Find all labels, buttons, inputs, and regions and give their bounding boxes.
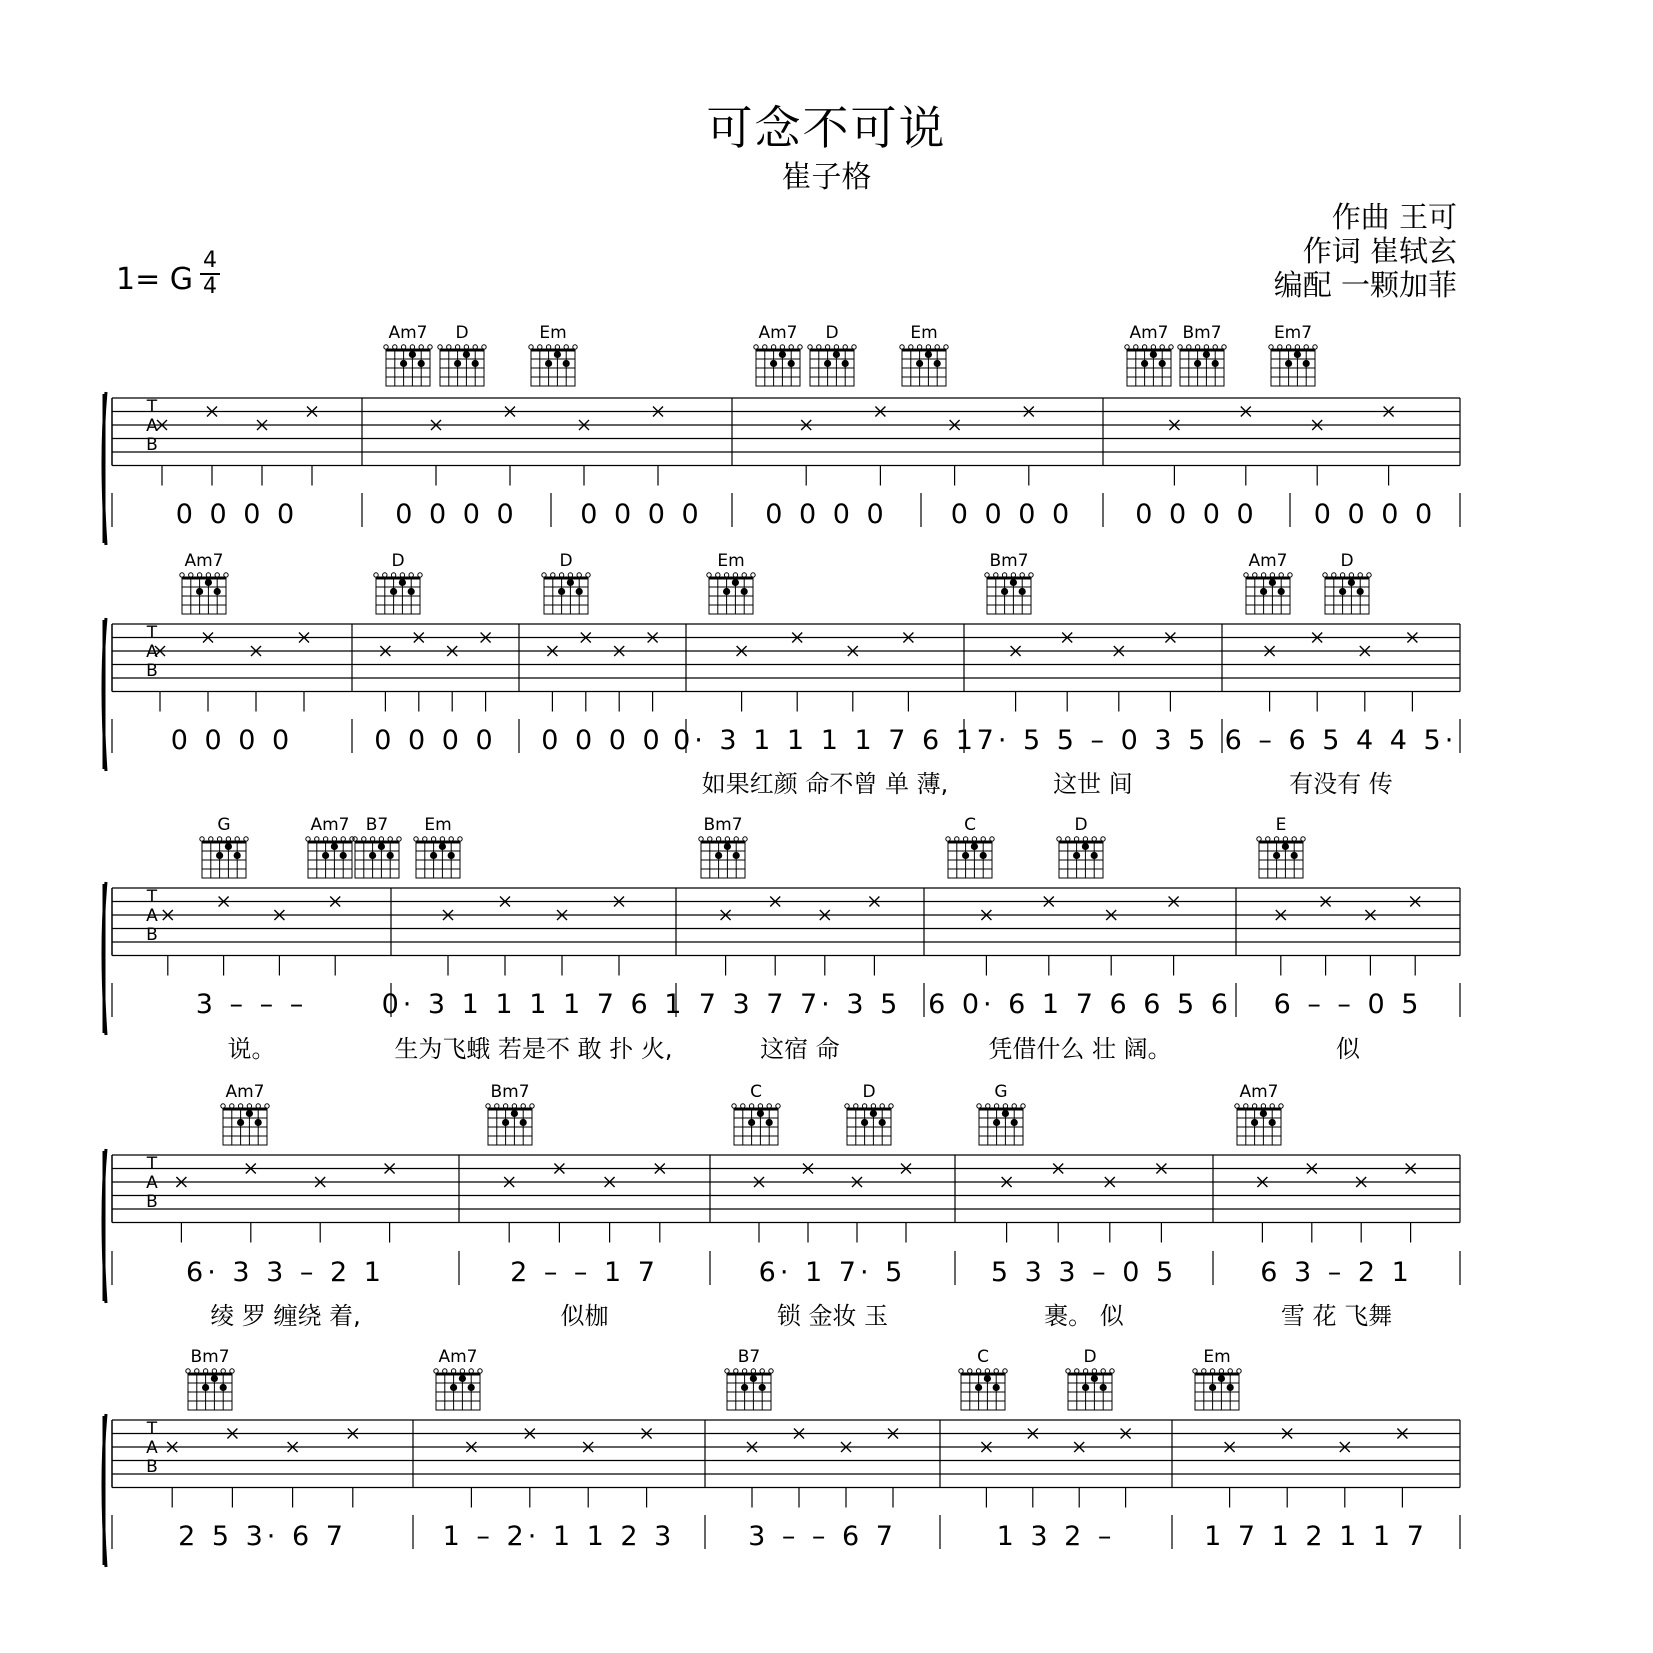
key-signature: 1= G [116, 262, 194, 297]
measure-lyrics: 锁 金妆 玉 [776, 1302, 889, 1330]
measure-notes: 6· 3 3 – 2 1 [186, 1257, 385, 1288]
tab-clef-letter: T [146, 397, 158, 417]
chord-diagram-am7 [754, 323, 802, 386]
chord-diagram-bm7 [985, 551, 1033, 614]
measure-notes: 3 – – 6 7 [748, 1521, 897, 1552]
chord-diagram-em [707, 551, 755, 614]
chord-name: E [1275, 815, 1287, 835]
chord-name: Am7 [1129, 323, 1169, 343]
chord-diagram-c [732, 1082, 780, 1145]
song-title: 可念不可说 [706, 101, 947, 155]
score-system [103, 1347, 1460, 1567]
measure-lyrics: 凭借什么 壮 阔。 [988, 1035, 1172, 1063]
chord-diagram-g [977, 1082, 1025, 1145]
numbered-notation-row [112, 983, 1460, 1063]
chord-name: C [964, 815, 976, 835]
tab-clef-letter: A [146, 416, 158, 436]
measure-notes: 6 – – 0 5 [1273, 989, 1423, 1020]
tab-clef-letter: A [146, 906, 158, 926]
chord-name: D [825, 323, 839, 343]
chord-diagram-em [529, 323, 577, 386]
measure-notes: 6· 1 7· 5 [758, 1257, 907, 1288]
tab-clef-letter: B [146, 1192, 158, 1212]
chord-diagram-g [200, 815, 248, 878]
tab-clef-letter: B [146, 661, 158, 681]
chord-name: D [862, 1082, 876, 1102]
chord-diagram-bm7 [699, 815, 747, 878]
measure-notes: 0 0 0 0 [950, 499, 1074, 530]
measure-notes: 0· 3 1 1 1 1 7 6 1 [381, 989, 686, 1020]
tab-clef-letter: T [146, 623, 158, 643]
tab-clef-letter: T [146, 887, 158, 907]
measure-lyrics: 生为飞蛾 若是不 敢 扑 火, [394, 1035, 673, 1063]
chord-name: Em [717, 551, 745, 571]
chord-name: D [455, 323, 469, 343]
chord-diagram-bm7 [486, 1082, 534, 1145]
chord-diagram-c [959, 1347, 1007, 1410]
chord-name: Em [539, 323, 567, 343]
measure-lyrics: 有没有 传 [1289, 770, 1393, 798]
chord-name: C [977, 1347, 989, 1367]
chord-diagram-bm7 [1178, 323, 1226, 386]
chord-diagram-d [845, 1082, 893, 1145]
measure-lyrics: 似枷 [560, 1302, 609, 1330]
chord-diagram-em [414, 815, 462, 878]
chord-diagram-am7 [384, 323, 432, 386]
measure-lyrics: 如果红颜 命不曾 单 薄, [701, 770, 949, 798]
time-signature: 4 4 [200, 250, 220, 298]
credit-composer: 作曲 王可 [1331, 200, 1457, 234]
tab-clef-letter: B [146, 925, 158, 945]
tab-clef-letter: B [146, 435, 158, 455]
credit-lyricist: 作词 崔轼玄 [1302, 234, 1457, 268]
measure-notes: 0 0 0 0 [1135, 499, 1258, 530]
score-system [103, 551, 1460, 798]
chord-diagram-am7 [434, 1347, 482, 1410]
chord-name: D [391, 551, 405, 571]
chord-diagram-d [438, 323, 486, 386]
chord-diagram-d [542, 551, 590, 614]
tab-staff [112, 1419, 1460, 1508]
measure-lyrics: 裹。 似 [1044, 1302, 1124, 1330]
numbered-notation-row [112, 719, 1460, 798]
numbered-notation-row [112, 1251, 1460, 1330]
chord-name: Am7 [184, 551, 224, 571]
chord-diagram-d [374, 551, 422, 614]
chord-name: Em [424, 815, 452, 835]
measure-lyrics: 似 [1336, 1035, 1360, 1063]
chord-name: Em [1203, 1347, 1231, 1367]
credit-arranger: 编配 一颗加菲 [1273, 268, 1457, 302]
measure-notes: 0 0 0 0 [1313, 499, 1437, 530]
chord-name: D [1340, 551, 1354, 571]
tab-staff [112, 887, 1460, 976]
measure-notes: 2 – – 1 7 [510, 1257, 659, 1288]
chord-name: Am7 [1248, 551, 1288, 571]
chord-diagram-em7 [1269, 323, 1317, 386]
measure-lyrics: 这宿 命 [760, 1035, 840, 1063]
measure-notes: 1 – 2· 1 1 2 3 [442, 1521, 676, 1552]
chord-name: Bm7 [703, 815, 743, 835]
chord-diagram-em [1193, 1347, 1241, 1410]
tab-clef-letter: B [146, 1457, 158, 1477]
chord-diagram-b7 [353, 815, 401, 878]
chord-name: D [1074, 815, 1088, 835]
chord-name: D [559, 551, 573, 571]
tab-clef-letter: A [146, 1438, 158, 1458]
chord-name: Bm7 [190, 1347, 230, 1367]
measure-notes: 5 3 3 – 0 5 [990, 1257, 1178, 1288]
chord-name: C [750, 1082, 762, 1102]
chord-diagram-d [808, 323, 856, 386]
chord-name: G [994, 1082, 1008, 1102]
measure-notes: 3 – – – [195, 989, 308, 1020]
chord-diagram-b7 [725, 1347, 773, 1410]
measure-notes: 1 7 1 2 1 1 7 [1204, 1521, 1428, 1552]
chord-name: B7 [365, 815, 389, 835]
chord-name: Am7 [758, 323, 798, 343]
chord-diagram-bm7 [186, 1347, 234, 1410]
numbered-notation-row [112, 1515, 1460, 1552]
measure-notes: 7 3 7 7· 3 5 [698, 989, 902, 1020]
chord-name: B7 [737, 1347, 761, 1367]
chord-diagram-d [1066, 1347, 1114, 1410]
chord-diagram-am7 [221, 1082, 269, 1145]
chord-name: Am7 [310, 815, 350, 835]
chord-name: Am7 [438, 1347, 478, 1367]
chord-name: Am7 [388, 323, 428, 343]
tab-staff [112, 623, 1460, 712]
chord-diagram-e [1257, 815, 1305, 878]
measure-lyrics: 说。 [227, 1035, 276, 1063]
measure-notes: 0 0 0 0 [765, 499, 888, 530]
chord-name: Em7 [1273, 323, 1313, 343]
chord-diagram-am7 [1235, 1082, 1283, 1145]
tab-clef-letter: T [146, 1154, 158, 1174]
chord-diagram-am7 [180, 551, 228, 614]
tab-clef-letter: A [146, 642, 158, 662]
song-artist: 崔子格 [781, 160, 872, 195]
score-system [103, 1082, 1460, 1330]
measure-notes: 0 0 0 0 [175, 499, 299, 530]
measure-notes: 7· 5 5 – 0 3 5 [976, 725, 1210, 756]
numbered-notation-row [112, 493, 1460, 530]
chord-diagram-d [1057, 815, 1105, 878]
chord-name: Bm7 [1182, 323, 1222, 343]
chord-diagram-c [946, 815, 994, 878]
tab-staff [112, 397, 1460, 486]
chord-diagram-em [900, 323, 948, 386]
chord-diagram-am7 [1125, 323, 1173, 386]
measure-notes: 6 3 – 2 1 [1260, 1257, 1413, 1288]
chord-diagram-am7 [1244, 551, 1292, 614]
measure-notes: 0 0 0 0 [170, 725, 294, 756]
chord-name: G [217, 815, 231, 835]
score-system [103, 815, 1460, 1063]
measure-notes: 1 3 2 – [996, 1521, 1116, 1552]
chord-diagram-am7 [306, 815, 354, 878]
chord-diagram-d [1323, 551, 1371, 614]
measure-lyrics: 这世 间 [1053, 770, 1133, 798]
tab-clef-letter: A [146, 1173, 158, 1193]
chord-name: Am7 [1239, 1082, 1279, 1102]
chord-name: Em [910, 323, 938, 343]
tab-clef-letter: T [146, 1419, 158, 1439]
chord-name: Bm7 [490, 1082, 530, 1102]
measure-lyrics: 绫 罗 缠绕 着, [210, 1302, 361, 1330]
tab-staff [112, 1154, 1460, 1243]
score-system [103, 323, 1460, 545]
measure-notes: 6 0· 6 1 7 6 6 5 6 [928, 989, 1232, 1020]
measure-notes: 0 0 0 0 [541, 725, 664, 756]
measure-notes: 0 0 0 0 [374, 725, 497, 756]
measure-notes: 0 0 0 0 [580, 499, 703, 530]
measure-lyrics: 雪 花 飞舞 [1280, 1302, 1393, 1330]
measure-notes: 0 0 0 0 [395, 499, 518, 530]
measure-notes: 6 – 6 5 4 4 5· [1224, 725, 1458, 756]
chord-name: Am7 [225, 1082, 265, 1102]
measure-notes: 0· 3 1 1 1 1 7 6 1 [673, 725, 977, 756]
measure-notes: 2 5 3· 6 7 [178, 1521, 347, 1552]
chord-name: Bm7 [989, 551, 1029, 571]
chord-name: D [1083, 1347, 1097, 1367]
